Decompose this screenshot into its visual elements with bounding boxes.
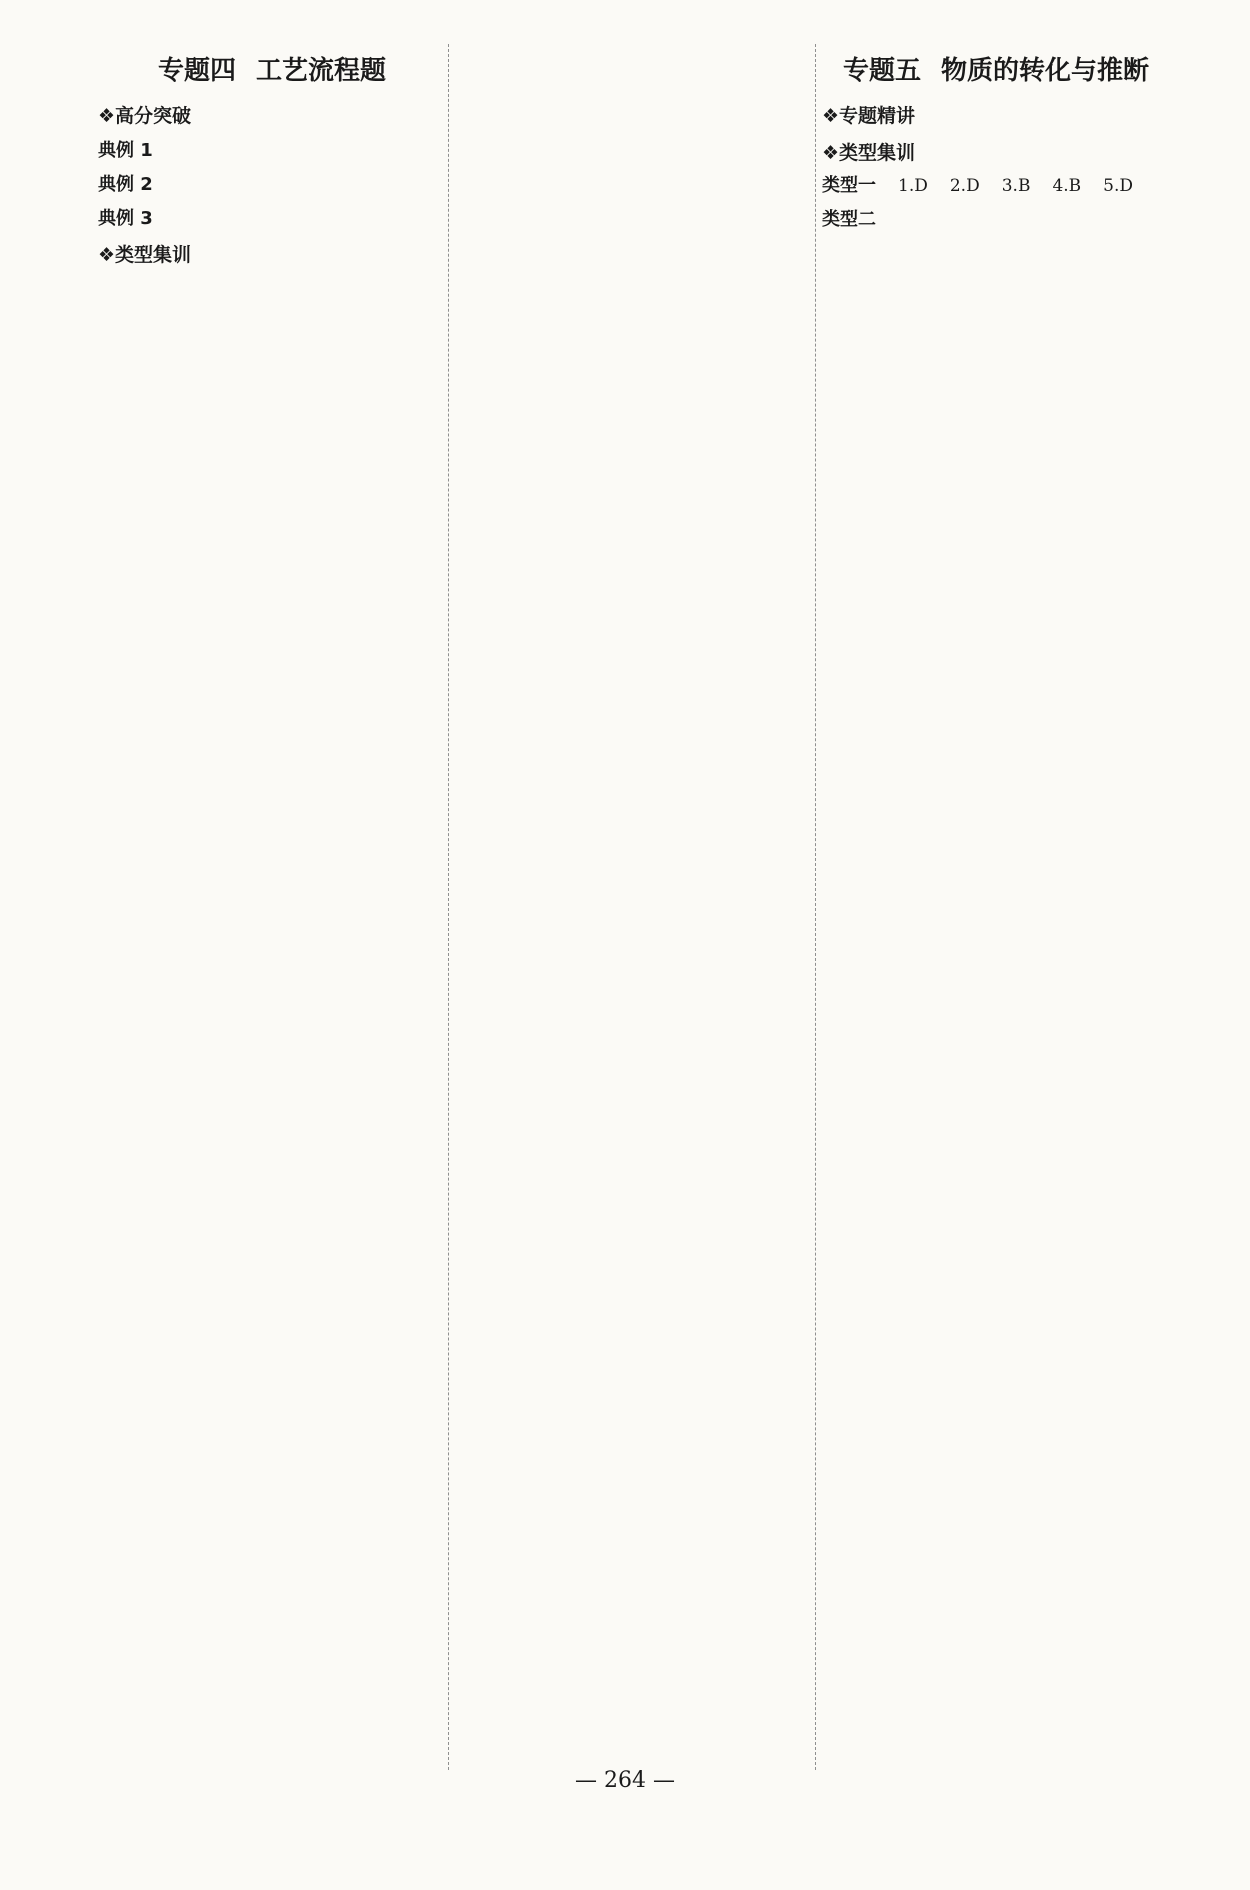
topic-5-name: 物质的转化与推断 <box>941 56 1150 86</box>
column-3 <box>822 44 1170 1770</box>
answer: 5.D <box>1103 176 1134 196</box>
page-number: — 264 — <box>575 1768 675 1793</box>
example-heading: 典例 1 <box>98 140 153 161</box>
topic-4-number: 专题四 <box>157 56 236 86</box>
type-1-label: 类型一 <box>822 175 876 196</box>
column-divider-1 <box>448 44 449 1770</box>
answer: 4.B <box>1052 176 1082 196</box>
section-heading: ❖高分突破 <box>98 105 192 127</box>
topic-4-title <box>98 50 446 87</box>
column-divider-2 <box>815 44 816 1770</box>
section-heading: ❖类型集训 <box>822 142 916 164</box>
type-2-label: 类型二 <box>822 209 876 230</box>
topic-5-number: 专题五 <box>842 56 921 86</box>
answer: 2.D <box>949 176 980 196</box>
example-heading: 典例 2 <box>98 174 153 195</box>
topic-4-name: 工艺流程题 <box>256 56 387 86</box>
column-2 <box>455 44 811 1770</box>
page-number-value: 264 <box>604 1768 646 1793</box>
topic-5-title <box>822 50 1170 87</box>
column-1 <box>98 44 446 1770</box>
type-1-answers <box>822 171 1170 197</box>
section-heading: ❖类型集训 <box>98 244 192 266</box>
answer: 3.B <box>1001 176 1031 196</box>
example-heading: 典例 3 <box>98 208 153 229</box>
section-heading: ❖专题精讲 <box>822 105 916 127</box>
answer: 1.D <box>898 176 928 196</box>
